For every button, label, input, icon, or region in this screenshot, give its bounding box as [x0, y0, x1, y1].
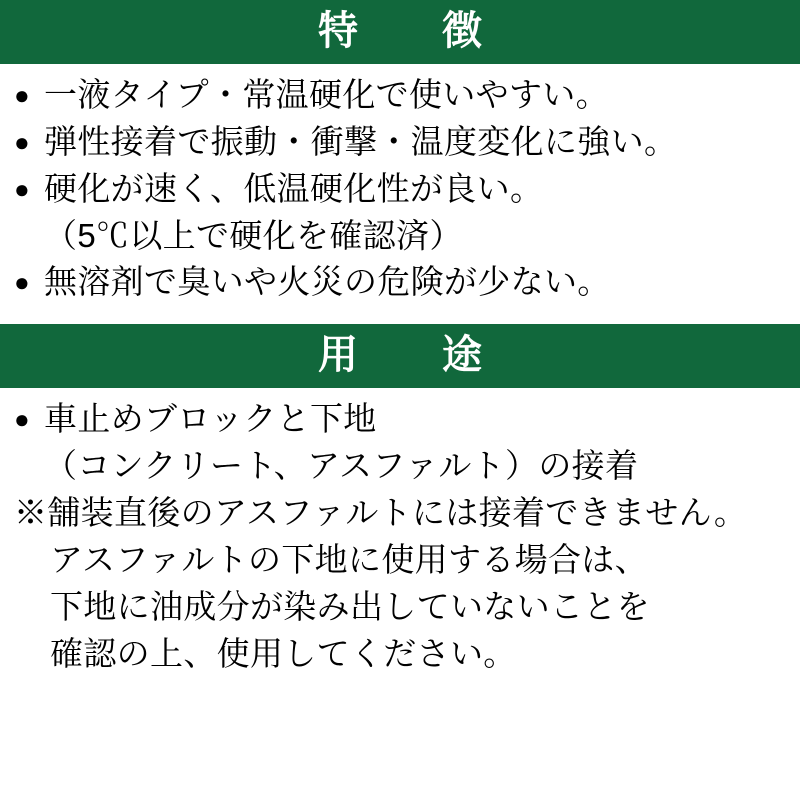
- features-section-body: [0, 64, 800, 306]
- list-item: [14, 72, 786, 119]
- note-continuation: アスファルトの下地に使用する場合は、: [50, 540, 648, 578]
- list-item-continuation: （5℃以上で硬化を確認済）: [44, 216, 463, 254]
- list-item: [14, 166, 786, 213]
- bullet-icon: ●: [14, 80, 31, 110]
- uses-section-heading: 用 途: [0, 324, 800, 388]
- note-continuation: 確認の上、使用してください。: [50, 634, 517, 672]
- list-item: [14, 259, 786, 306]
- note-continuation: 下地に油成分が染み出していないことを: [50, 587, 650, 625]
- note-line: ※舗装直後のアスファルトには接着できません。: [14, 494, 748, 532]
- list-item: [14, 396, 786, 443]
- bullet-icon: ●: [14, 173, 31, 204]
- list-item-text: 車止めブロックと下地: [44, 400, 377, 438]
- list-item-text: 無溶剤で臭いや火災の危険が少ない。: [44, 263, 611, 301]
- bullet-icon: ●: [14, 404, 31, 435]
- uses-section: [0, 324, 800, 677]
- section-divider-space: [0, 306, 800, 324]
- list-item-text: 硬化が速く、低温硬化性が良い。: [44, 169, 544, 207]
- features-section-heading: 特 徴: [0, 0, 800, 64]
- features-section: [0, 0, 800, 306]
- list-item-text: 弾性接着で振動・衝撃・温度変化に強い。: [44, 122, 678, 160]
- bullet-icon: ●: [14, 267, 31, 298]
- list-item: [14, 119, 786, 166]
- bullet-icon: ●: [14, 126, 31, 157]
- list-item-continuation: （コンクリート、アスファルト）の接着: [44, 447, 639, 485]
- uses-section-body: [0, 388, 800, 677]
- list-item-text: 一液タイプ・常温硬化で使いやすい。: [44, 76, 609, 113]
